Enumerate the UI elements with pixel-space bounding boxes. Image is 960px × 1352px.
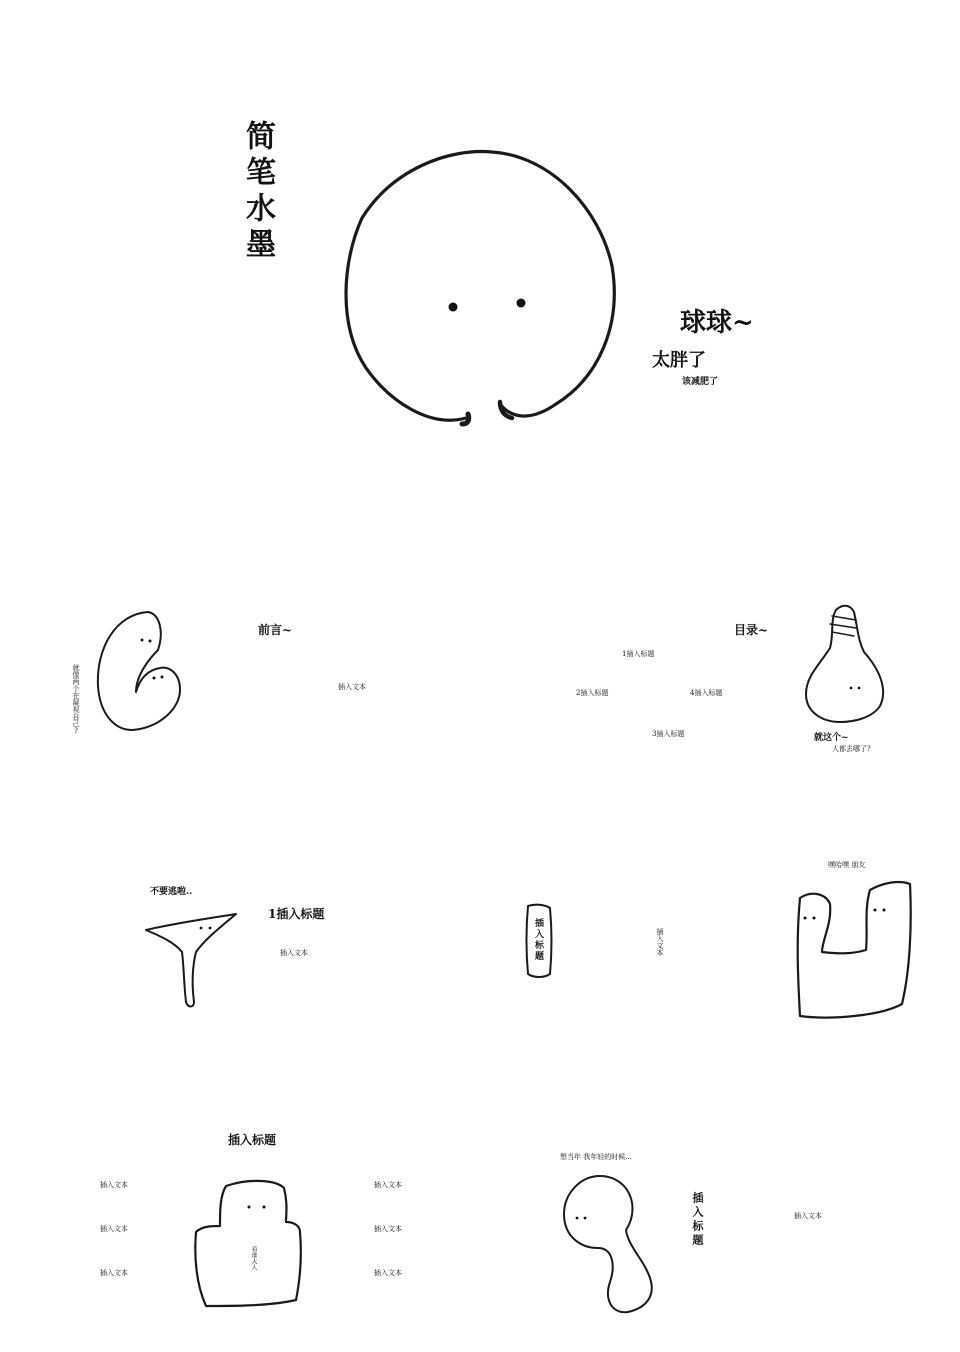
- preface-side-note: 就像两个在凝视自己?: [72, 664, 80, 735]
- contents-caption-sub: 人都去哪了?: [832, 745, 871, 753]
- contents-item-3: 3插入标题: [652, 730, 685, 738]
- section3-right-text-3: 插入文本: [374, 1269, 402, 1277]
- u-character-drawing: [0, 870, 960, 1030]
- section3-inner-label: 看谁大人: [250, 1246, 257, 1270]
- contents-heading: 目录~: [734, 623, 769, 637]
- preface-heading: 前言~: [258, 623, 293, 637]
- section3-right-text-1: 插入文本: [374, 1181, 402, 1189]
- contents-item-1: 1插入标题: [622, 650, 655, 658]
- cover-line2: 该减肥了: [682, 377, 719, 387]
- section2-caption: 嘿哈嘿 朋友: [828, 861, 866, 869]
- cover-line1: 太胖了: [652, 350, 706, 371]
- contents-caption: 就这个~: [814, 733, 849, 743]
- section1-body: 插入文本: [280, 949, 308, 957]
- preface-body: 插入文本: [338, 683, 366, 691]
- section1-title: 1插入标题: [268, 907, 325, 921]
- section2-boxed-title: 插入标题: [533, 918, 543, 962]
- ball-character-drawing: [0, 0, 960, 520]
- section2-body: 插入文本: [656, 928, 664, 956]
- section3-right-text-2: 插入文本: [374, 1225, 402, 1233]
- section4-caption: 想当年 我年轻的时候...: [560, 1153, 632, 1161]
- section4-vertical-title: 插入标题: [691, 1192, 704, 1248]
- section3-title: 插入标题: [228, 1133, 277, 1147]
- tadpole-character-drawing: [0, 1170, 960, 1320]
- section1-note: 不要逃啦..: [150, 887, 193, 897]
- section4-body: 插入文本: [794, 1212, 822, 1220]
- cover-name: 球球~: [680, 308, 754, 338]
- section3-left-text-2: 插入文本: [100, 1225, 128, 1233]
- title-vertical: 简笔水墨: [240, 120, 275, 264]
- section3-left-text-1: 插入文本: [100, 1181, 128, 1189]
- bulb-character-drawing: [0, 590, 960, 790]
- contents-item-4: 4插入标题: [690, 689, 723, 697]
- section3-left-text-3: 插入文本: [100, 1269, 128, 1277]
- contents-item-2: 2插入标题: [576, 689, 609, 697]
